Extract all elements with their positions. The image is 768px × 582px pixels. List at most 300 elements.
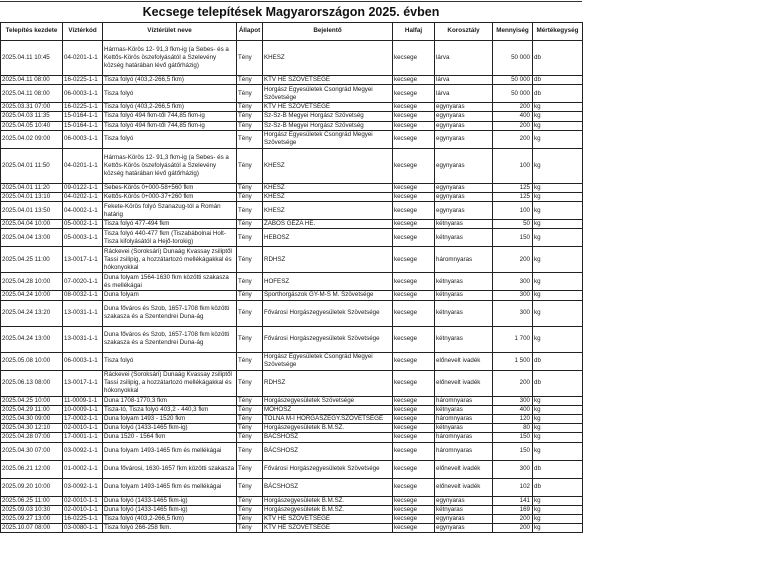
cell-species: kecsege <box>393 460 435 478</box>
cell-quantity: 50 <box>493 220 533 229</box>
cell-unit: kg <box>533 515 583 524</box>
cell-water: Duna folyam <box>103 291 237 300</box>
cell-species: kecsege <box>393 396 435 405</box>
cell-age: előnevelt ivadék <box>435 460 493 478</box>
column-header-status: Állapot <box>237 23 263 41</box>
cell-age: lárva <box>435 85 493 103</box>
cell-unit: kg <box>533 130 583 148</box>
table-row <box>1 229 583 247</box>
table-row <box>1 247 583 273</box>
cell-water: Hármas-Körös 12- 91,3 fkm-ig (a Sebes- és a Kettős-Körös öszefolyásától a Szelevény község határában lévő gátőrházig) <box>103 41 237 76</box>
cell-age: kétnyaras <box>435 405 493 414</box>
cell-date: 2025.04.11 10:45 <box>1 41 63 76</box>
cell-water: Fekete-Körös folyó Szanazug-tól a Román határig <box>103 202 237 220</box>
cell-status: Tény <box>237 193 263 202</box>
cell-status: Tény <box>237 76 263 85</box>
table-header-row <box>1 23 583 41</box>
cell-date: 2025.04.28 07:00 <box>1 433 63 442</box>
cell-quantity: 200 <box>493 515 533 524</box>
cell-unit: db <box>533 85 583 103</box>
cell-unit: kg <box>533 424 583 433</box>
cell-unit: db <box>533 352 583 370</box>
cell-species: kecsege <box>393 183 435 192</box>
cell-status: Tény <box>237 424 263 433</box>
cell-date: 2025.06.13 08:00 <box>1 370 63 396</box>
cell-quantity: 102 <box>493 478 533 496</box>
cell-reporter: HOFESZ <box>263 273 393 291</box>
cell-water: Tisza folyó 494 fkm-től 744,85 fkm-ig <box>103 121 237 130</box>
cell-status: Tény <box>237 103 263 112</box>
cell-code: 04-0202-1-1 <box>63 193 103 202</box>
table-row <box>1 85 583 103</box>
table-row <box>1 112 583 121</box>
cell-reporter: RDHSZ <box>263 370 393 396</box>
cell-unit: kg <box>533 291 583 300</box>
cell-species: kecsege <box>393 415 435 424</box>
cell-status: Tény <box>237 415 263 424</box>
cell-date: 2025.04.01 11:50 <box>1 148 63 183</box>
cell-reporter: Horgász Egyesületek Csongrád Megyei Szövetsége <box>263 352 393 370</box>
cell-quantity: 100 <box>493 202 533 220</box>
cell-quantity: 200 <box>493 130 533 148</box>
cell-status: Tény <box>237 478 263 496</box>
cell-code: 09-0122-1-1 <box>63 183 103 192</box>
table-row <box>1 415 583 424</box>
cell-age: kétnyaras <box>435 273 493 291</box>
cell-reporter: Fővárosi Horgászegyesületek Szövetsége <box>263 300 393 326</box>
cell-status: Tény <box>237 183 263 192</box>
cell-unit: kg <box>533 496 583 505</box>
cell-reporter: TOLNA M-I HORGÁSZEGY.SZÖVETSÉGE <box>263 415 393 424</box>
cell-status: Tény <box>237 352 263 370</box>
cell-unit: kg <box>533 112 583 121</box>
cell-species: kecsege <box>393 515 435 524</box>
cell-age: egynyaras <box>435 148 493 183</box>
cell-status: Tény <box>237 433 263 442</box>
cell-species: kecsege <box>393 291 435 300</box>
cell-reporter: BÁCSHOSZ <box>263 433 393 442</box>
cell-quantity: 200 <box>493 103 533 112</box>
column-header-reporter: Bejelentő <box>263 23 393 41</box>
cell-date: 2025.04.01 13:10 <box>1 193 63 202</box>
table-row <box>1 370 583 396</box>
stocking-table <box>0 22 583 533</box>
cell-date: 2025.04.01 11:20 <box>1 183 63 192</box>
cell-unit: kg <box>533 202 583 220</box>
cell-water: Tisza-tó, Tisza folyó 403,2 - 440,3 fkm <box>103 405 237 414</box>
cell-species: kecsege <box>393 496 435 505</box>
cell-age: előnevelt ivadék <box>435 370 493 396</box>
cell-code: 05-0003-1-1 <box>63 229 103 247</box>
cell-reporter: KHESZ <box>263 202 393 220</box>
table-row <box>1 326 583 352</box>
cell-unit: kg <box>533 433 583 442</box>
cell-status: Tény <box>237 496 263 505</box>
cell-code: 15-0164-1-1 <box>63 112 103 121</box>
cell-code: 16-0225-1-1 <box>63 103 103 112</box>
cell-unit: kg <box>533 300 583 326</box>
cell-date: 2025.06.21 12:00 <box>1 460 63 478</box>
cell-water: Duna folyam 1564-1630 fkm közötti szakasza és mellékágai <box>103 273 237 291</box>
cell-species: kecsege <box>393 442 435 460</box>
cell-quantity: 80 <box>493 424 533 433</box>
cell-species: kecsege <box>393 85 435 103</box>
cell-reporter: Horgászegyesületek B.M.SZ. <box>263 424 393 433</box>
cell-reporter: Fővárosi Horgászegyesületek Szövetsége <box>263 326 393 352</box>
cell-code: 06-0003-1-1 <box>63 85 103 103</box>
cell-age: egynyaras <box>435 130 493 148</box>
cell-species: kecsege <box>393 130 435 148</box>
cell-status: Tény <box>237 273 263 291</box>
cell-code: 11-0009-1-1 <box>63 396 103 405</box>
cell-water: Tisza folyó 477-494 fkm <box>103 220 237 229</box>
cell-code: 15-0164-1-1 <box>63 121 103 130</box>
cell-status: Tény <box>237 202 263 220</box>
cell-code: 17-0002-1-1 <box>63 415 103 424</box>
table-row <box>1 396 583 405</box>
cell-quantity: 300 <box>493 273 533 291</box>
cell-date: 2025.04.03 11:35 <box>1 112 63 121</box>
cell-status: Tény <box>237 229 263 247</box>
cell-quantity: 125 <box>493 183 533 192</box>
table-row <box>1 300 583 326</box>
cell-date: 2025.09.20 10:00 <box>1 478 63 496</box>
cell-water: Tisza folyó (403,2-266,5 fkm) <box>103 515 237 524</box>
table-body <box>1 41 583 533</box>
cell-quantity: 200 <box>493 524 533 533</box>
cell-water: Tisza folyó <box>103 85 237 103</box>
cell-date: 2025.10.07 08:00 <box>1 524 63 533</box>
cell-water: Duna folyó (1433-1465 fkm-ig) <box>103 505 237 514</box>
table-row <box>1 352 583 370</box>
cell-reporter: KTV HE SZÖVETSÉGE <box>263 515 393 524</box>
cell-status: Tény <box>237 41 263 76</box>
column-header-code: Víztérkód <box>63 23 103 41</box>
table-row <box>1 478 583 496</box>
column-header-unit: Mértékegység <box>533 23 583 41</box>
cell-age: egynyaras <box>435 103 493 112</box>
cell-unit: kg <box>533 121 583 130</box>
cell-quantity: 50 000 <box>493 76 533 85</box>
cell-code: 02-0010-1-1 <box>63 496 103 505</box>
cell-species: kecsege <box>393 524 435 533</box>
cell-quantity: 169 <box>493 505 533 514</box>
cell-water: Tisza folyó (403,2-266,5 fkm) <box>103 76 237 85</box>
cell-quantity: 200 <box>493 370 533 396</box>
cell-status: Tény <box>237 112 263 121</box>
cell-status: Tény <box>237 405 263 414</box>
cell-species: kecsege <box>393 273 435 291</box>
cell-unit: kg <box>533 505 583 514</box>
cell-species: kecsege <box>393 202 435 220</box>
table-row <box>1 433 583 442</box>
table-row <box>1 202 583 220</box>
cell-species: kecsege <box>393 478 435 496</box>
cell-status: Tény <box>237 300 263 326</box>
table-row <box>1 442 583 460</box>
cell-species: kecsege <box>393 247 435 273</box>
cell-status: Tény <box>237 524 263 533</box>
cell-date: 2025.04.01 13:50 <box>1 202 63 220</box>
cell-age: lárva <box>435 76 493 85</box>
cell-unit: kg <box>533 405 583 414</box>
cell-reporter: Fővárosi Horgászegyesületek Szövetsége <box>263 460 393 478</box>
cell-age: háromnyaras <box>435 247 493 273</box>
cell-status: Tény <box>237 515 263 524</box>
cell-code: 13-0017-1-1 <box>63 247 103 273</box>
cell-date: 2025.04.24 13:20 <box>1 300 63 326</box>
cell-date: 2025.04.02 09:00 <box>1 130 63 148</box>
cell-unit: db <box>533 460 583 478</box>
cell-quantity: 150 <box>493 229 533 247</box>
cell-water: Kettős-Körös 0+000-37+260 fkm <box>103 193 237 202</box>
cell-reporter: KTV HE SZÖVETSÉGE <box>263 524 393 533</box>
table-row <box>1 405 583 414</box>
cell-code: 05-0002-1-1 <box>63 220 103 229</box>
cell-code: 13-0017-1-1 <box>63 370 103 396</box>
cell-code: 13-0031-1-1 <box>63 300 103 326</box>
cell-age: kétnyaras <box>435 220 493 229</box>
cell-reporter: KTV HE SZÖVETSÉGE <box>263 76 393 85</box>
table-row <box>1 524 583 533</box>
cell-age: egynyaras <box>435 112 493 121</box>
cell-reporter: Horgász Egyesületek Csongrád Megyei Szövetsége <box>263 85 393 103</box>
table-row <box>1 460 583 478</box>
cell-unit: kg <box>533 220 583 229</box>
cell-water: Tisza folyó 440-477 fkm (Tiszabábolnai Holt-Tisza kifolyásától a Hejő-torokig) <box>103 229 237 247</box>
cell-water: Tisza folyó 494 fkm-től 744,85 fkm-ig <box>103 112 237 121</box>
cell-age: lárva <box>435 41 493 76</box>
column-header-quantity: Mennyiség <box>493 23 533 41</box>
cell-species: kecsege <box>393 193 435 202</box>
cell-age: háromnyaras <box>435 396 493 405</box>
table-row <box>1 291 583 300</box>
cell-age: háromnyaras <box>435 442 493 460</box>
cell-unit: db <box>533 76 583 85</box>
cell-date: 2025.03.31 07:00 <box>1 103 63 112</box>
cell-date: 2025.04.30 09:00 <box>1 415 63 424</box>
cell-age: egynyaras <box>435 183 493 192</box>
cell-age: egynyaras <box>435 515 493 524</box>
cell-quantity: 200 <box>493 247 533 273</box>
cell-species: kecsege <box>393 220 435 229</box>
cell-species: kecsege <box>393 229 435 247</box>
cell-quantity: 400 <box>493 405 533 414</box>
cell-age: egynyaras <box>435 193 493 202</box>
cell-reporter: Sporthorgászok GY-M-S M. Szövetsége <box>263 291 393 300</box>
cell-species: kecsege <box>393 405 435 414</box>
cell-date: 2025.09.03 10:30 <box>1 505 63 514</box>
cell-water: Duna folyó (1433-1465 fkm-ig) <box>103 424 237 433</box>
cell-quantity: 300 <box>493 300 533 326</box>
cell-water: Tisza folyó <box>103 352 237 370</box>
cell-quantity: 150 <box>493 433 533 442</box>
cell-code: 13-0031-1-1 <box>63 326 103 352</box>
cell-water: Tisza folyó <box>103 130 237 148</box>
cell-water: Tisza folyó 266-258 fkm. <box>103 524 237 533</box>
cell-code: 04-0201-1-1 <box>63 148 103 183</box>
table-row <box>1 130 583 148</box>
cell-reporter: KTV HE SZÖVETSÉGE <box>263 103 393 112</box>
cell-water: Duna fővárosi, 1630-1657 fkm közötti szakasza <box>103 460 237 478</box>
cell-species: kecsege <box>393 41 435 76</box>
cell-reporter: Horgászegyesületek B.M.SZ. <box>263 496 393 505</box>
cell-reporter: HEBOSZ <box>263 229 393 247</box>
cell-water: Ráckevei (Soroksári) Dunaág Kvassay zsiliptől Tassi zsilipig, a hozzátartozó mellékágakkal és hókonyokkal <box>103 370 237 396</box>
cell-quantity: 300 <box>493 396 533 405</box>
cell-code: 10-0009-1-1 <box>63 405 103 414</box>
cell-status: Tény <box>237 220 263 229</box>
cell-reporter: Sz-Sz-B Megyei Horgász Szövetség <box>263 112 393 121</box>
cell-species: kecsege <box>393 352 435 370</box>
cell-status: Tény <box>237 442 263 460</box>
cell-date: 2025.04.30 07:00 <box>1 442 63 460</box>
cell-unit: kg <box>533 524 583 533</box>
cell-quantity: 1 700 <box>493 326 533 352</box>
cell-unit: kg <box>533 442 583 460</box>
cell-status: Tény <box>237 247 263 273</box>
cell-reporter: RDHSZ <box>263 247 393 273</box>
column-header-water: Víztérület neve <box>103 23 237 41</box>
cell-status: Tény <box>237 505 263 514</box>
cell-code: 03-0092-1-1 <box>63 442 103 460</box>
cell-status: Tény <box>237 121 263 130</box>
cell-code: 02-0010-1-1 <box>63 424 103 433</box>
cell-code: 04-0002-1-1 <box>63 202 103 220</box>
cell-code: 07-0020-1-1 <box>63 273 103 291</box>
cell-unit: kg <box>533 193 583 202</box>
cell-species: kecsege <box>393 326 435 352</box>
cell-date: 2025.04.25 11:00 <box>1 247 63 273</box>
cell-unit: kg <box>533 183 583 192</box>
column-header-date: Telepítés kezdete <box>1 23 63 41</box>
cell-date: 2025.04.24 13:00 <box>1 326 63 352</box>
table-row <box>1 148 583 183</box>
cell-water: Duna folyam 1493-1465 fkm és mellékágai <box>103 478 237 496</box>
cell-unit: kg <box>533 396 583 405</box>
cell-date: 2025.04.11 08:00 <box>1 85 63 103</box>
cell-code: 08-0032-1-1 <box>63 291 103 300</box>
cell-age: egynyaras <box>435 496 493 505</box>
cell-species: kecsege <box>393 433 435 442</box>
cell-code: 01-0002-1-1 <box>63 460 103 478</box>
cell-age: egynyaras <box>435 524 493 533</box>
cell-species: kecsege <box>393 103 435 112</box>
cell-code: 02-0010-1-1 <box>63 505 103 514</box>
cell-date: 2025.04.04 13:00 <box>1 229 63 247</box>
table-row <box>1 505 583 514</box>
cell-date: 2025.04.30 12:10 <box>1 424 63 433</box>
table-row <box>1 103 583 112</box>
table-row <box>1 183 583 192</box>
cell-water: Hármas-Körös 12- 91,3 fkm-ig (a Sebes- és a Kettős-Körös öszefolyásától a Szelevény község határában lévő gátőrházig) <box>103 148 237 183</box>
cell-age: egynyaras <box>435 121 493 130</box>
table-row <box>1 515 583 524</box>
cell-unit: kg <box>533 273 583 291</box>
cell-species: kecsege <box>393 121 435 130</box>
cell-age: előnevelt ivadék <box>435 478 493 496</box>
cell-reporter: KHESZ <box>263 193 393 202</box>
cell-water: Duna főváros és Szob, 1657-1708 fkm közötti szakasza és a Szentendrei Duna-ág <box>103 326 237 352</box>
cell-quantity: 100 <box>493 148 533 183</box>
cell-reporter: MOHOSZ <box>263 405 393 414</box>
cell-water: Duna 1708-1770,3 fkm <box>103 396 237 405</box>
cell-code: 16-0225-1-1 <box>63 515 103 524</box>
cell-reporter: KHESZ <box>263 41 393 76</box>
cell-quantity: 141 <box>493 496 533 505</box>
cell-water: Duna főváros és Szob, 1657-1708 fkm közötti szakasza és a Szentendrei Duna-ág <box>103 300 237 326</box>
cell-unit: kg <box>533 247 583 273</box>
cell-species: kecsege <box>393 148 435 183</box>
cell-water: Ráckevei (Soroksári) Dunaág Kvassay zsiliptől Tassi zsilipig, a hozzátartozó mellékágakkal és hókonyokkal <box>103 247 237 273</box>
cell-code: 06-0003-1-1 <box>63 352 103 370</box>
cell-age: háromnyaras <box>435 433 493 442</box>
cell-age: egynyaras <box>435 202 493 220</box>
cell-age: előnevelt ivadék <box>435 352 493 370</box>
cell-species: kecsege <box>393 424 435 433</box>
cell-date: 2025.04.05 10:40 <box>1 121 63 130</box>
cell-quantity: 300 <box>493 291 533 300</box>
cell-date: 2025.04.11 08:00 <box>1 76 63 85</box>
cell-species: kecsege <box>393 300 435 326</box>
cell-water: Duna folyam 1493 - 1520 fkm <box>103 415 237 424</box>
cell-reporter: BÁCSHOSZ <box>263 478 393 496</box>
column-header-age: Korosztály <box>435 23 493 41</box>
table-row <box>1 273 583 291</box>
cell-species: kecsege <box>393 76 435 85</box>
table-row <box>1 496 583 505</box>
cell-quantity: 50 000 <box>493 41 533 76</box>
cell-status: Tény <box>237 396 263 405</box>
cell-code: 17-0001-1-1 <box>63 433 103 442</box>
cell-water: Duna folyam 1493-1465 fkm és mellékágai <box>103 442 237 460</box>
cell-code: 03-0080-1-1 <box>63 524 103 533</box>
cell-date: 2025.04.25 10:00 <box>1 396 63 405</box>
cell-code: 06-0003-1-1 <box>63 130 103 148</box>
cell-species: kecsege <box>393 112 435 121</box>
table-row <box>1 220 583 229</box>
cell-quantity: 120 <box>493 415 533 424</box>
table-row <box>1 424 583 433</box>
cell-quantity: 400 <box>493 112 533 121</box>
cell-date: 2025.09.27 13:00 <box>1 515 63 524</box>
cell-status: Tény <box>237 370 263 396</box>
cell-age: kétnyaras <box>435 300 493 326</box>
cell-age: kétnyaras <box>435 505 493 514</box>
cell-water: Tisza folyó (403,2-266,5 fkm) <box>103 103 237 112</box>
cell-quantity: 1 500 <box>493 352 533 370</box>
cell-code: 16-0225-1-1 <box>63 76 103 85</box>
cell-unit: kg <box>533 326 583 352</box>
cell-status: Tény <box>237 85 263 103</box>
cell-quantity: 150 <box>493 442 533 460</box>
cell-status: Tény <box>237 148 263 183</box>
cell-water: Duna 1520 - 1564 fkm <box>103 433 237 442</box>
table-row <box>1 41 583 76</box>
cell-unit: db <box>533 41 583 76</box>
table-row <box>1 76 583 85</box>
cell-status: Tény <box>237 460 263 478</box>
cell-age: kétnyaras <box>435 291 493 300</box>
cell-status: Tény <box>237 130 263 148</box>
cell-reporter: KHESZ <box>263 148 393 183</box>
cell-quantity: 200 <box>493 121 533 130</box>
document-title: Kecsege telepítések Magyarországon 2025. évben <box>0 1 582 22</box>
cell-age: kétnyaras <box>435 229 493 247</box>
cell-unit: kg <box>533 229 583 247</box>
cell-age: kétnyaras <box>435 326 493 352</box>
cell-code: 03-0092-1-1 <box>63 478 103 496</box>
